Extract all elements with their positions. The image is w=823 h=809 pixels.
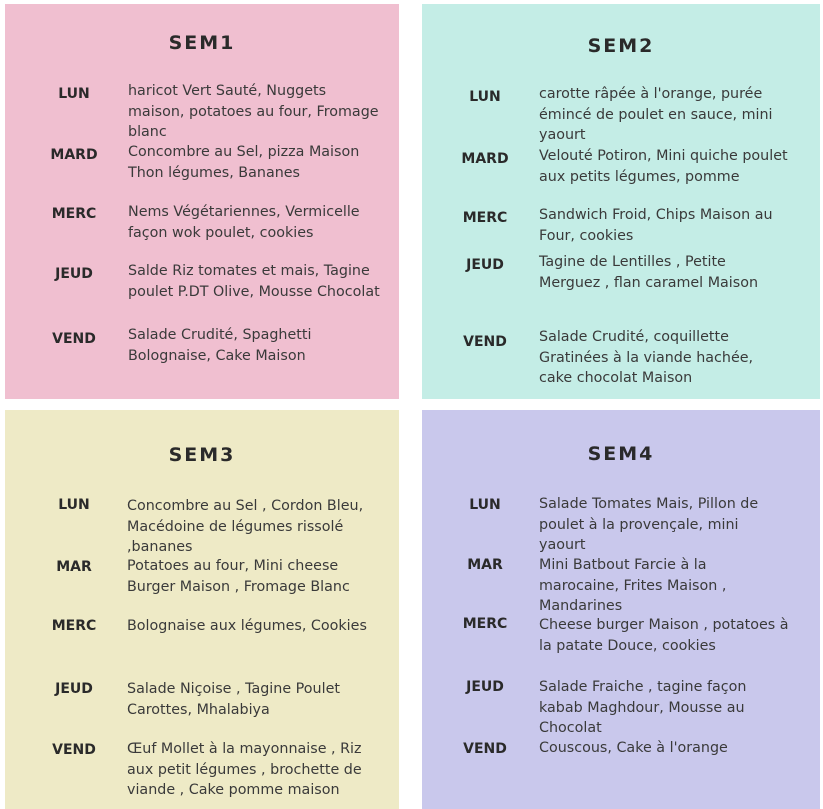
- meal-text: Sandwich Froid, Chips Maison au Four, cookies: [539, 207, 773, 244]
- meal-text: Salde Riz tomates et mais, Tagine poulet P.DT Olive, Mousse Chocolat: [128, 263, 380, 300]
- week-title: SEM1: [168, 32, 236, 54]
- week-title: SEM3: [168, 444, 236, 466]
- day-label: LUN: [58, 497, 90, 513]
- meal-text: Salade Crudité, coquillette Gratinées à la viande hachée, cake chocolat Maison: [539, 329, 754, 386]
- day-label: MERC: [462, 616, 508, 632]
- meal-text: haricot Vert Sauté, Nuggets maison, potatoes au four, Fromage blanc: [128, 83, 379, 140]
- day-label: LUN: [58, 86, 90, 102]
- day-label: VEND: [463, 741, 507, 757]
- day-label: MARD: [461, 151, 509, 167]
- day-label: VEND: [52, 331, 96, 347]
- meal-text: carotte râpée à l'orange, purée émincé de poulet en sauce, mini yaourt: [539, 86, 773, 143]
- meal-text: Concombre au Sel , Cordon Bleu, Macédoine de légumes rissolé ,bananes: [127, 498, 364, 555]
- week-title: SEM4: [587, 443, 655, 465]
- day-label: MAR: [467, 557, 503, 573]
- day-label: LUN: [469, 497, 501, 513]
- day-label: MARD: [50, 147, 98, 163]
- day-label: JEUD: [466, 257, 504, 273]
- week-4-panel: [422, 410, 820, 809]
- meal-text: Œuf Mollet à la mayonnaise , Riz aux petit légumes , brochette de viande , Cake pomme maison: [127, 741, 362, 798]
- meal-text: Cheese burger Maison , potatoes à la patate Douce, cookies: [539, 617, 789, 654]
- meal-text: Salade Fraiche , tagine façon kabab Maghdour, Mousse au Chocolat: [539, 679, 747, 736]
- meal-text: Mini Batbout Farcie à la marocaine, Frites Maison , Mandarines: [539, 557, 727, 614]
- week-3-panel: [5, 410, 399, 809]
- day-label: MAR: [56, 559, 92, 575]
- day-label: JEUD: [466, 679, 504, 695]
- week-1-panel: [5, 4, 399, 399]
- meal-text: Velouté Potiron, Mini quiche poulet aux petits légumes, pomme: [539, 148, 788, 185]
- meal-text: Salade Tomates Mais, Pillon de poulet à la provençale, mini yaourt: [539, 496, 759, 553]
- meal-text: Tagine de Lentilles , Petite Merguez , flan caramel Maison: [539, 254, 759, 291]
- day-label: JEUD: [55, 681, 93, 697]
- meal-text: Couscous, Cake à l'orange: [539, 740, 728, 756]
- day-label: MERC: [51, 618, 97, 634]
- meal-text: Nems Végétariennes, Vermicelle façon wok poulet, cookies: [128, 204, 360, 241]
- meal-text: Bolognaise aux légumes, Cookies: [127, 618, 367, 634]
- day-label: VEND: [463, 334, 507, 350]
- day-label: MERC: [462, 210, 508, 226]
- day-label: MERC: [51, 206, 97, 222]
- week-title: SEM2: [587, 35, 655, 57]
- meal-text: Potatoes au four, Mini cheese Burger Maison , Fromage Blanc: [127, 558, 350, 595]
- day-label: VEND: [52, 742, 96, 758]
- meal-text: Concombre au Sel, pizza Maison Thon légumes, Bananes: [128, 144, 360, 181]
- day-label: JEUD: [55, 266, 93, 282]
- meal-text: Salade Crudité, Spaghetti Bolognaise, Cake Maison: [128, 327, 312, 364]
- day-label: LUN: [469, 89, 501, 105]
- meal-text: Salade Niçoise , Tagine Poulet Carottes, Mhalabiya: [127, 681, 340, 718]
- week-2-panel: [422, 4, 820, 399]
